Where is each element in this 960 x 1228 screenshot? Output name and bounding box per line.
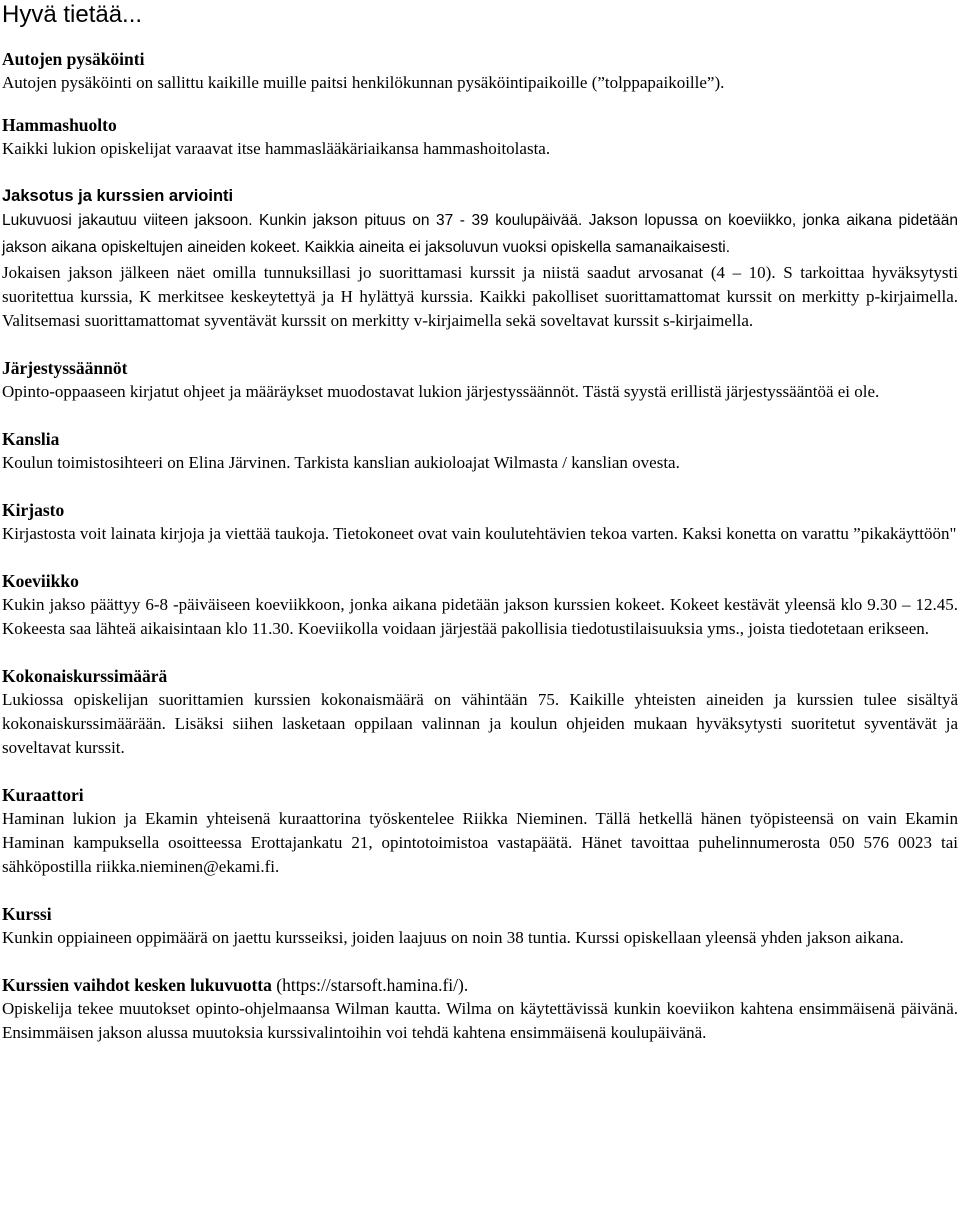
section-kanslia [2,427,958,475]
section-kurssien-vaihdot [2,973,958,1045]
section-paragraph: Opinto-oppaaseen kirjatut ohjeet ja määräykset muodostavat lukion järjestyssäännöt. Tästä syystä erillistä järjestyssääntöä ei ole. [2,382,880,401]
section-koeviikko [2,569,958,641]
section-paragraph: Kaikki lukion opiskelijat varaavat itse hammaslääkäriaikansa hammashoitolasta. [2,139,551,158]
section-paragraph: Jokaisen jakson jälkeen näet omilla tunnuksillasi jo suorittamasi kurssit ja niistä saadut arvosanat (4 – 10). S tarkoittaa hyväksytysti suoritettua kurssia, K merkitsee keskeytettyä ja H hylättyä kurssia. Kaikki pakolliset suorittamattomat kurssit on merkitty p-kirjaimella. Valitsemasi suorittamattomat syventävät kurssit on merkitty v-kirjaimella sekä soveltavat kurssit s-kirjaimella. [2,263,958,330]
section-heading-url: (https://starsoft.hamina.fi/). [271,975,469,995]
section-paragraph: Kukin jakso päättyy 6-8 -päiväiseen koeviikkoon, jonka aikana pidetään jakson kurssien kokeet. Kokeet kestävät yleensä klo 9.30 – 12.45. Kokeesta saa lähteä aikaisintaan klo 11.30. Koeviikolla voidaan järjestää pakollisia tiedotustilaisuuksia yms., joista tiedotetaan erikseen. [2,595,958,638]
section-jaksotus [2,184,958,333]
section-kokonaiskurssimaara [2,664,958,760]
section-kuraattori [2,783,958,879]
section-heading: Jaksotus ja kurssien arviointi [2,187,234,205]
section-heading: Kurssi [2,904,52,924]
section-paragraph: Kunkin oppiaineen oppimäärä on jaettu kursseiksi, joiden laajuus on noin 38 tuntia. Kurssi opiskellaan yleensä yhden jakson aikana. [2,928,904,947]
section-kirjasto [2,498,958,546]
section-heading: Kuraattori [2,785,84,805]
section-paragraph: Lukiossa opiskelijan suorittamien kurssien kokonaismäärä on vähintään 75. Kaikille yhteisten aineiden ja kurssien tulee sisältyä kokonaiskurssimäärään. Lisäksi siihen lasketaan oppilaan valinnan ja koulun ohjeiden mukaan hyväksytysti suoritetut syventävät ja soveltavat kurssit. [2,690,958,757]
section-paragraph: Autojen pysäköinti on sallittu kaikille muille paitsi henkilökunnan pysäköintipaikoille (”tolppapaikoille”). [2,73,725,92]
section-hammashuolto [2,113,958,161]
section-heading: Kokonaiskurssimäärä [2,666,168,686]
section-heading: Hammashuolto [2,115,117,135]
page-title: Hyvä tietää... [2,1,143,28]
section-jarjestyssaannot [2,356,958,404]
section-heading: Autojen pysäköinti [2,49,145,69]
document-page [2,0,958,1068]
section-paragraph: Haminan lukion ja Ekamin yhteisenä kuraattorina työskentelee Riikka Nieminen. Tällä hetkellä hänen työpisteensä on vain Ekamin Haminan kampuksella osoitteessa Erottajankatu 21, opintotoimistoa vastapäätä. Hänet tavoittaa puhelinnumerosta 050 576 0023 tai sähköpostilla riikka.nieminen@ekami.fi. [2,809,958,876]
section-paragraph: Opiskelija tekee muutokset opinto-ohjelmaansa Wilman kautta. Wilma on käytettävissä kunkin koeviikon kahtena ensimmäisenä päivänä. Ensimmäisen jakson alussa muutoksia kurssivalintoihin voi tehdä kahtena ensimmäisenä koulupäivänä. [2,999,958,1042]
section-heading-text: Kurssien vaihdot kesken lukuvuotta [2,975,272,995]
section-heading [2,973,958,997]
section-heading: Järjestyssäännöt [2,358,128,378]
section-kurssi [2,902,958,950]
section-heading: Koeviikko [2,571,79,591]
section-heading: Kirjasto [2,500,65,520]
section-heading: Kanslia [2,429,60,449]
section-paragraph: Kirjastosta voit lainata kirjoja ja viettää taukoja. Tietokoneet ovat vain koulutehtävien tekoa varten. Kaksi konetta on varattu ”pikakäyttöön" [2,524,957,543]
section-paragraph: Koulun toimistosihteeri on Elina Järvinen. Tarkista kanslian aukioloajat Wilmasta / kanslian ovesta. [2,453,680,472]
section-paragraph: Lukuvuosi jakautuu viiteen jaksoon. Kunkin jakson pituus on 37 - 39 koulupäivää. Jakson lopussa on koeviikko, jonka aikana pidetään jakson aikana opiskeltujen aineiden kokeet. Kaikkia aineita ei jaksoluvun vuoksi opiskella samanaikaisesti. [2,212,958,256]
section-autojen-pysakointi [2,47,958,95]
